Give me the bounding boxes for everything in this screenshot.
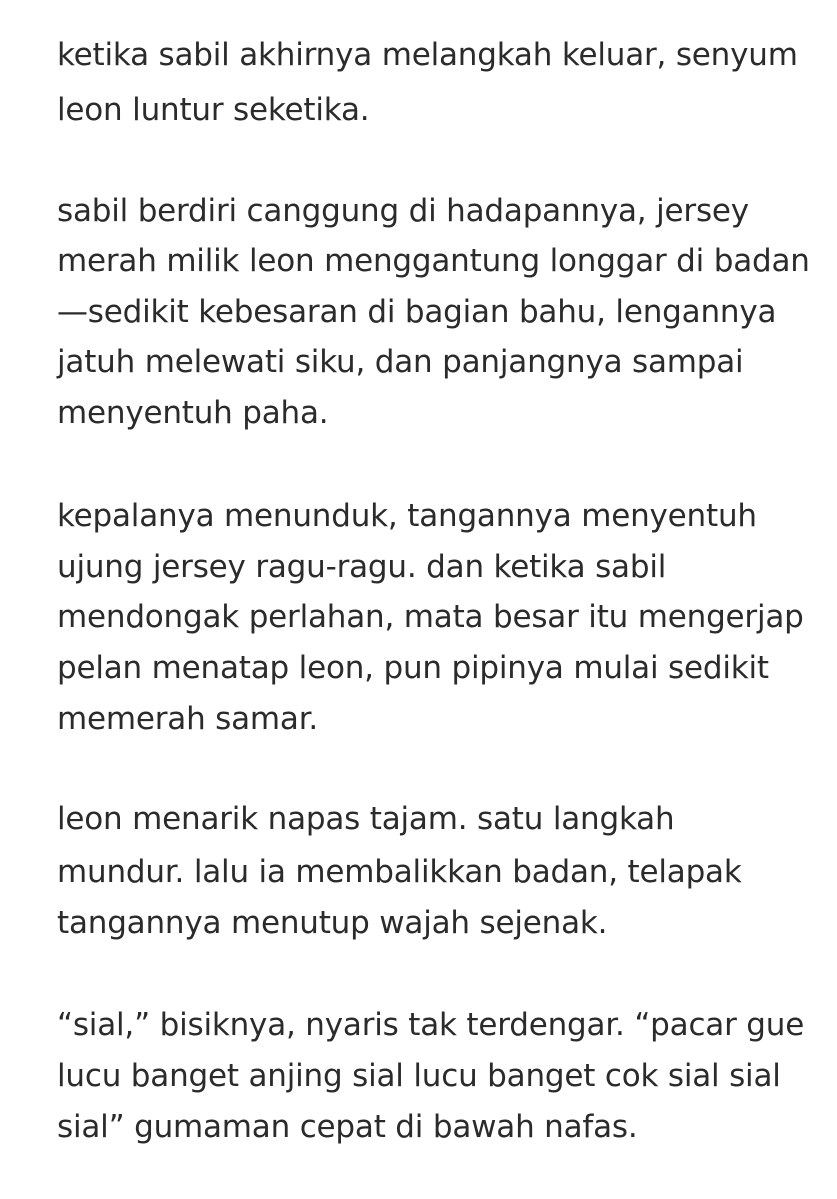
text-line: lucu banget anjing sial lucu banget cok sial sial bbox=[57, 1058, 781, 1094]
text-line: leon menarik napas tajam. satu langkah bbox=[57, 801, 675, 837]
text-line: merah milik leon menggantung longgar di badan bbox=[57, 243, 810, 279]
text-line: sabil berdiri canggung di hadapannya, jersey bbox=[57, 193, 749, 229]
text-line: —sedikit kebesaran di bagian bahu, lengannya bbox=[57, 294, 777, 330]
text-line: kepalanya menunduk, tangannya menyentuh bbox=[57, 498, 757, 534]
text-line: “sial,” bisiknya, nyaris tak terdengar. “pacar gue bbox=[57, 1007, 805, 1043]
text-line: pelan menatap leon, pun pipinya mulai sedikit bbox=[57, 650, 769, 686]
text-line: ketika sabil akhirnya melangkah keluar, senyum bbox=[57, 37, 798, 73]
text-line: menyentuh paha. bbox=[57, 395, 329, 431]
text-line: leon luntur seketika. bbox=[57, 92, 370, 128]
text-line: ujung jersey ragu-ragu. dan ketika sabil bbox=[57, 549, 667, 585]
text-line: memerah samar. bbox=[57, 701, 319, 737]
text-line: mundur. lalu ia membalikkan badan, telapak bbox=[57, 854, 742, 890]
text-line: sial” gumaman cepat di bawah nafas. bbox=[57, 1109, 638, 1145]
text-line: tangannya menutup wajah sejenak. bbox=[57, 905, 608, 941]
text-line: jatuh melewati siku, dan panjangnya sampai bbox=[57, 344, 744, 380]
text-line: mendongak perlahan, mata besar itu mengerjap bbox=[57, 599, 804, 635]
